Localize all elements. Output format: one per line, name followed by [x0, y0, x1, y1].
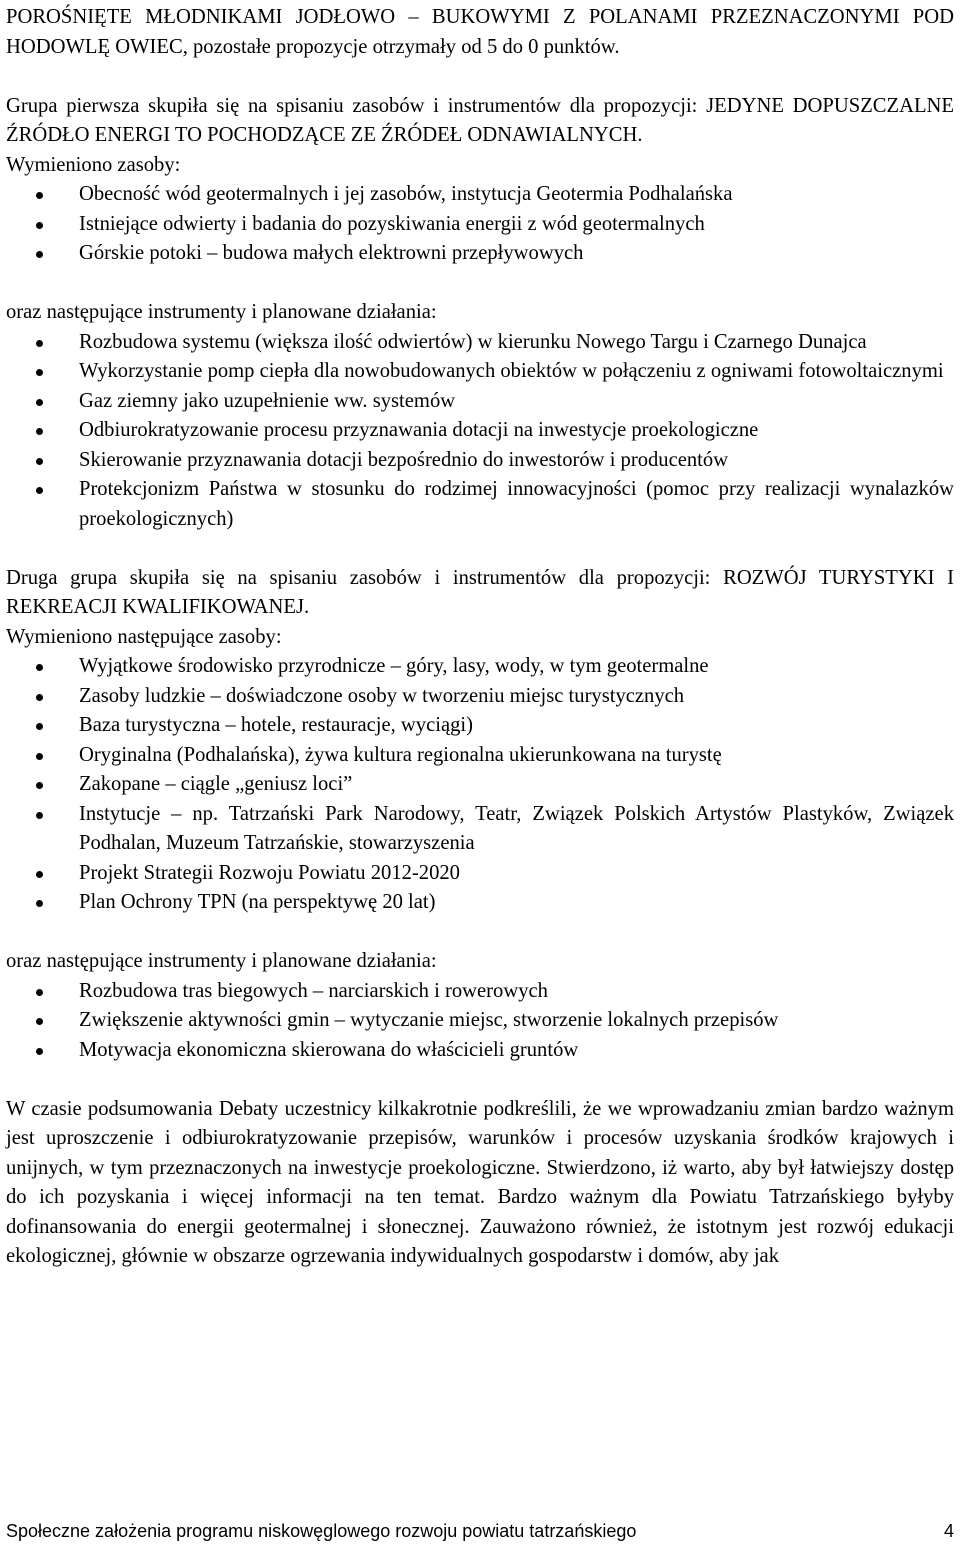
list-item: Rozbudowa tras biegowych – narciarskich i rowerowych — [6, 977, 954, 1007]
list-item: Gaz ziemny jako uzupełnienie ww. systemów — [6, 387, 954, 417]
list-item: Obecność wód geotermalnych i jej zasobów, instytucja Geotermia Podhalańska — [6, 180, 954, 210]
resources-intro-two: Wymieniono następujące zasoby: — [6, 625, 282, 648]
instruments-list-one — [6, 328, 954, 535]
instruments-list-two — [6, 977, 954, 1066]
paragraph-group-one: Grupa pierwsza skupiła się na spisaniu zasobów i instrumentów dla propozycji: JEDYNE DOPUSZCZALNE ŹRÓDŁO ENERGI TO POCHODZĄCE ZE ŹRÓDEŁ ODNAWIALNYCH. — [6, 94, 954, 146]
list-item: Odbiurokratyzowanie procesu przyznawania dotacji na inwestycje proekologiczne — [6, 416, 954, 446]
list-item: Górskie potoki – budowa małych elektrowni przepływowych — [6, 239, 954, 269]
list-item: Zakopane – ciągle „geniusz loci” — [6, 770, 954, 800]
list-item: Projekt Strategii Rozwoju Powiatu 2012-2020 — [6, 859, 954, 889]
list-item: Motywacja ekonomiczna skierowana do właścicieli gruntów — [6, 1036, 954, 1066]
paragraph-ranking-end: POROŚNIĘTE MŁODNIKAMI JODŁOWO – BUKOWYMI Z POLANAMI PRZEZNACZONYMI POD HODOWLĘ OWIEC, pozostałe propozycje otrzymały od 5 do 0 punktów. — [6, 6, 954, 58]
resources-list-two — [6, 652, 954, 918]
list-item: Plan Ochrony TPN (na perspektywę 20 lat) — [6, 888, 954, 918]
resources-intro-one: Wymieniono zasoby: — [6, 153, 181, 176]
document-body — [6, 3, 954, 1272]
paragraph-gap — [6, 269, 954, 299]
paragraph-summary: W czasie podsumowania Debaty uczestnicy kilkakrotnie podkreślili, że we wprowadzaniu zmian bardzo ważnym jest uproszczenie i odbiurokratyzowanie przepisów, warunków i procesów uzyskania środków krajowych i unijnych, w tym przeznaczonych na inwestycje proekologiczne. Stwierdzono, iż warto, aby był łatwiejszy dostęp do ich pozyskania i więcej informacji na ten temat. Bardzo ważnym dla Powiatu Tatrzańskiego byłyby dofinansowania do energii geotermalnej i słonecznej. Zauważono również, że istotnym jest rozwój edukacji ekologicznej, głównie w obszarze ogrzewania indywidualnych gospodarstw i domów, aby jak — [6, 1097, 954, 1267]
list-item: Rozbudowa systemu (większa ilość odwiertów) w kierunku Nowego Targu i Czarnego Dunajca — [6, 328, 954, 358]
list-item: Wykorzystanie pomp ciepła dla nowobudowanych obiektów w połączeniu z ogniwami fotowoltaicznymi — [6, 357, 954, 387]
list-item: Skierowanie przyznawania dotacji bezpośrednio do inwestorów i producentów — [6, 446, 954, 476]
paragraph-group-two: Druga grupa skupiła się na spisaniu zasobów i instrumentów dla propozycji: ROZWÓJ TURYSTYKI I REKREACJI KWALIFIKOWANEJ. — [6, 566, 954, 618]
list-item: Instytucje – np. Tatrzański Park Narodowy, Teatr, Związek Polskich Artystów Plastyków, Związek Podhalan, Muzeum Tatrzańskie, stowarzyszenia — [6, 800, 954, 859]
list-item: Wyjątkowe środowisko przyrodnicze – góry, lasy, wody, w tym geotermalne — [6, 652, 954, 682]
paragraph-gap — [6, 918, 954, 948]
instruments-intro-two: oraz następujące instrumenty i planowane działania: — [6, 950, 437, 972]
list-item: Protekcjonizm Państwa w stosunku do rodzimej innowacyjności (pomoc przy realizacji wynalazków proekologicznych) — [6, 475, 954, 534]
page-number: 4 — [943, 1521, 954, 1541]
paragraph-gap — [6, 62, 954, 92]
list-item: Oryginalna (Podhalańska), żywa kultura regionalna ukierunkowana na turystę — [6, 741, 954, 771]
list-item: Zwiększenie aktywności gmin – wytyczanie miejsc, stworzenie lokalnych przepisów — [6, 1006, 954, 1036]
footer-title: Społeczne założenia programu niskowęglowego rozwoju powiatu tatrzańskiego — [6, 1521, 637, 1541]
paragraph-gap — [6, 1065, 954, 1095]
list-item: Zasoby ludzkie – doświadczone osoby w tworzeniu miejsc turystycznych — [6, 682, 954, 712]
resources-list-one — [6, 180, 954, 269]
page-footer — [6, 1519, 954, 1543]
paragraph-gap — [6, 534, 954, 564]
list-item: Istniejące odwierty i badania do pozyskiwania energii z wód geotermalnych — [6, 210, 954, 240]
instruments-intro-one: oraz następujące instrumenty i planowane działania: — [6, 301, 437, 323]
list-item: Baza turystyczna – hotele, restauracje, wyciągi) — [6, 711, 954, 741]
